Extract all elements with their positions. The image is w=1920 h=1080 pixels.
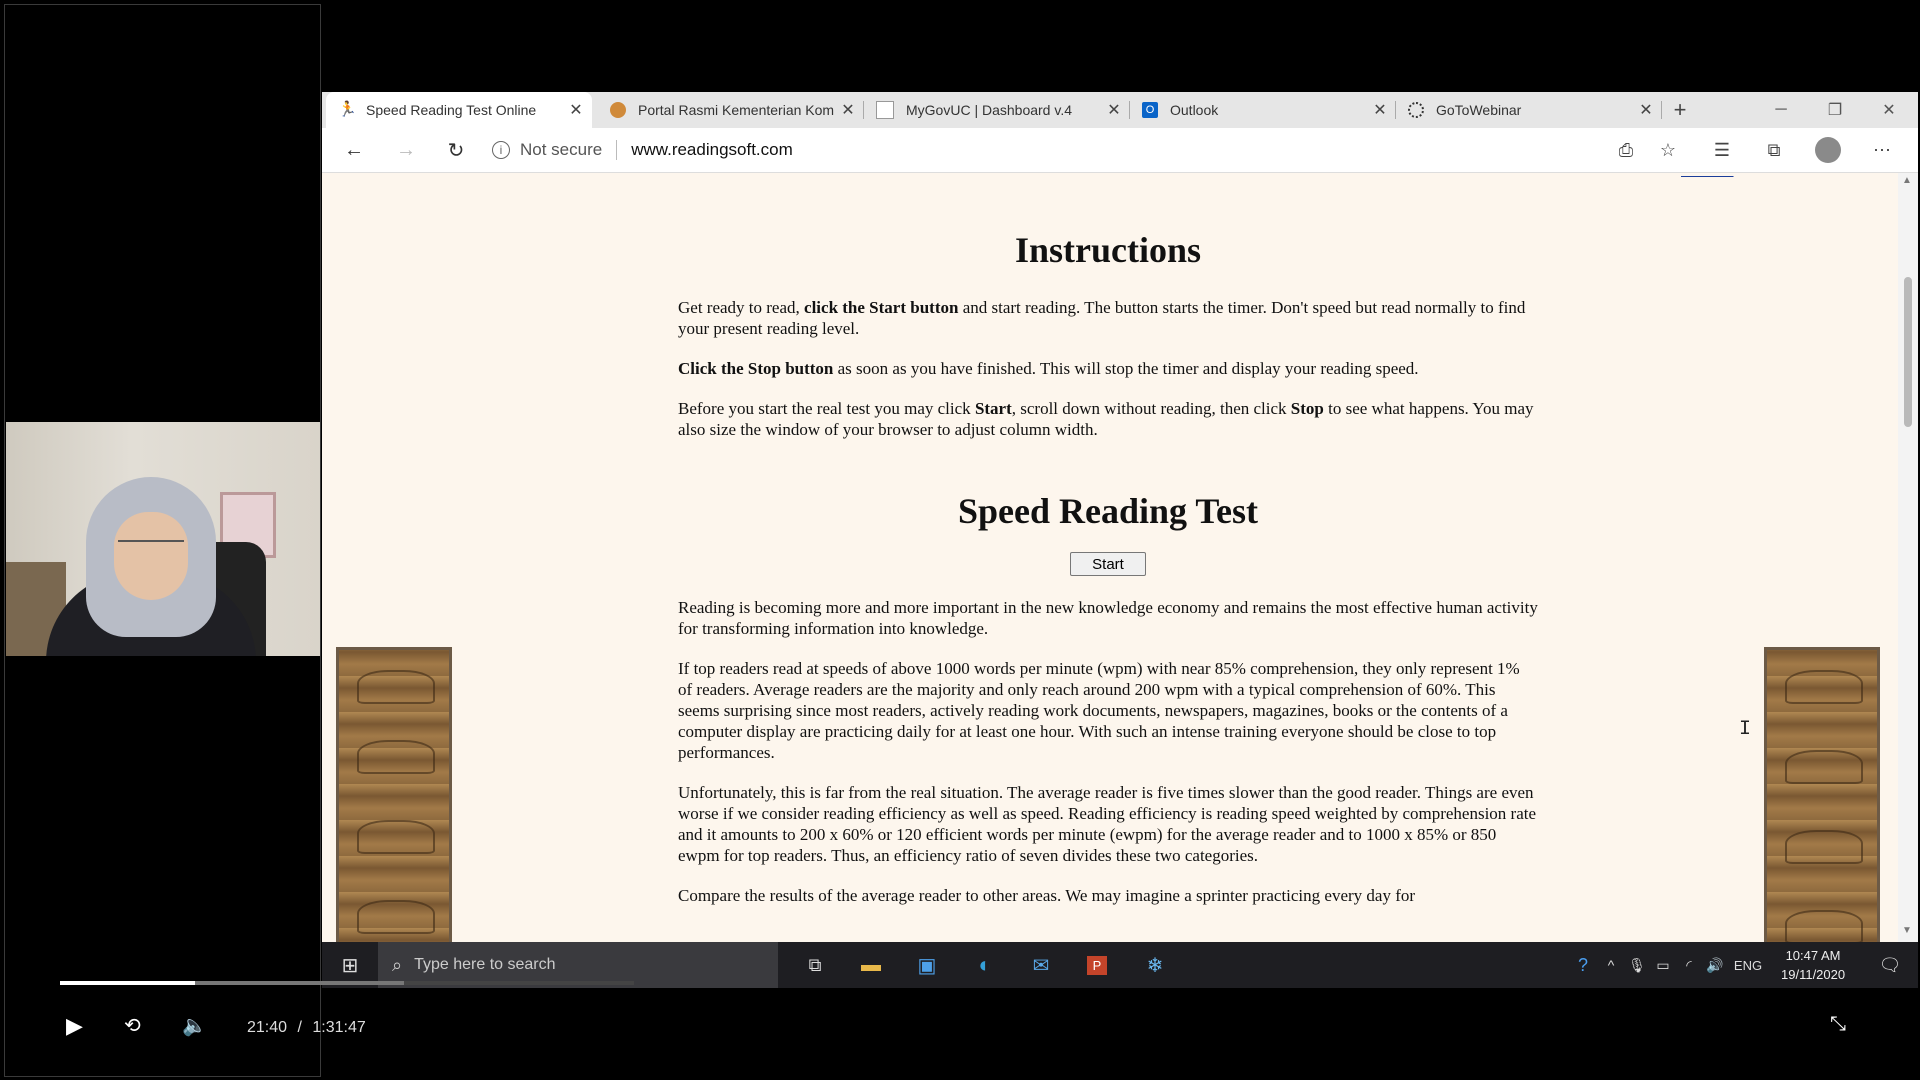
- scrollbar-thumb[interactable]: [1904, 277, 1912, 427]
- task-view-icon[interactable]: ⧉: [808, 954, 822, 975]
- speed-reading-test-heading: Speed Reading Test: [957, 491, 1259, 531]
- mail-icon[interactable]: ✉: [1032, 954, 1050, 977]
- video-played-bar: [60, 981, 195, 985]
- notifications-icon[interactable]: 🗨: [1878, 954, 1902, 975]
- close-icon[interactable]: ✕: [569, 102, 583, 119]
- taskbar-clock[interactable]: [1781, 946, 1845, 984]
- tab-strip: [322, 92, 1918, 128]
- text-cursor-icon: I: [1739, 718, 1752, 741]
- article-content: [678, 173, 1538, 925]
- crest-favicon-icon: [610, 102, 626, 118]
- security-status: Not secure: [520, 140, 603, 159]
- scroll-up-arrow-icon[interactable]: ▲: [1902, 175, 1912, 186]
- battery-icon[interactable]: ▭: [1656, 956, 1670, 973]
- scroll-down-arrow-icon[interactable]: ▼: [1902, 925, 1912, 936]
- start-button[interactable]: Start: [1070, 552, 1146, 576]
- tab-speed-reading[interactable]: [326, 92, 592, 128]
- browser-toolbar: [322, 128, 1918, 173]
- help-icon[interactable]: ?: [1577, 954, 1588, 975]
- close-icon[interactable]: ✕: [1373, 102, 1387, 119]
- refresh-icon[interactable]: ↻: [447, 139, 465, 162]
- article-paragraph-3: Unfortunately, this is far from the real situation. The average reader is five times slower than the good reader. Things are even worse if we consider reading efficiency as well as speed. Reading efficiency is reading speed weighted by comprehension rate and it amounts to 200 x 60% or 120 efficient words per minute (ewpm) for the average reader and to 1000 x 85% or 850 ewpm for top readers. Thus, an efficiency ratio of seven divides these two categories.: [678, 783, 1537, 865]
- file-explorer-icon[interactable]: ▬: [861, 953, 881, 976]
- wifi-icon[interactable]: ◜: [1686, 956, 1692, 973]
- address-divider: [616, 140, 617, 160]
- text-run: as soon as you have finished. This will stop the timer and display your reading speed.: [833, 359, 1419, 378]
- play-icon[interactable]: ▶: [66, 1013, 83, 1038]
- powerpoint-icon[interactable]: P: [1074, 942, 1120, 988]
- right-hieroglyph-pillar: [1764, 647, 1880, 942]
- video-buffered-bar: [195, 981, 404, 985]
- current-time: 21:40: [247, 1019, 288, 1036]
- close-icon[interactable]: ✕: [841, 102, 855, 119]
- store-icon[interactable]: ▣: [917, 954, 937, 977]
- search-placeholder: Type here to search: [414, 956, 556, 973]
- snowflake-app-icon[interactable]: ❄: [1146, 954, 1164, 977]
- show-hidden-icons-icon[interactable]: ^: [1607, 957, 1615, 973]
- text-run-bold: Click the Stop button: [678, 359, 834, 378]
- webcam-video: [6, 422, 320, 656]
- tab-title: GoToWebinar: [1436, 102, 1522, 118]
- forward-arrow-icon[interactable]: →: [396, 138, 416, 161]
- language-indicator[interactable]: ENG: [1733, 957, 1763, 973]
- text-run: Before you start the real test you may click: [678, 399, 975, 418]
- minimize-window-icon[interactable]: ─: [1775, 101, 1787, 118]
- close-window-icon[interactable]: ✕: [1882, 102, 1896, 119]
- clock-date: 19/11/2020: [1781, 967, 1846, 982]
- text-run-bold: Start: [974, 399, 1012, 418]
- read-aloud-icon[interactable]: ⎙: [1618, 139, 1634, 160]
- webcam-person-glasses: [118, 540, 184, 560]
- tab-gotowebinar[interactable]: [1396, 92, 1662, 128]
- system-tray: [1568, 942, 1768, 988]
- volume-tray-icon[interactable]: 🔊: [1706, 956, 1724, 973]
- favorites-list-icon[interactable]: ☰: [1713, 139, 1731, 160]
- exit-fullscreen-icon[interactable]: ⤡: [1830, 1013, 1846, 1035]
- instruction-paragraph-3: [678, 398, 1538, 440]
- tab-mygovuc[interactable]: [864, 92, 1130, 128]
- article-paragraph-2: If top readers read at speeds of above 1000 words per minute (wpm) with near 85% comprehension, they only represent 1% of readers. Average readers are the majority and only reach around 200 wpm with a typical comprehension of 60%. This seems surprising since most readers, actively reading work documents, newspapers, magazines, books or the contents of a computer display are practicing daily for at least one hour. With such an intense training everyone should be close to top performances.: [678, 659, 1520, 762]
- text-run: , scroll down without reading, then click: [1011, 399, 1291, 418]
- instruction-paragraph-2: [678, 358, 1538, 379]
- browser-window: [322, 92, 1918, 942]
- text-run: and start reading. The button starts the timer. Don't speed but read normally to find your present reading level.: [678, 298, 1526, 338]
- address-bar[interactable]: [492, 134, 793, 166]
- video-progress-bar[interactable]: [60, 981, 634, 985]
- gotowebinar-favicon-icon: [1408, 102, 1424, 118]
- volume-icon[interactable]: 🔈: [182, 1015, 207, 1037]
- new-tab-button[interactable]: +: [1673, 97, 1687, 122]
- tab-title: Speed Reading Test Online: [366, 102, 537, 118]
- article-paragraph-4: Compare the results of the average reader to other areas. We may imagine a sprinter practicing every day for: [678, 886, 1416, 905]
- text-run: to see what happens. You may also size the window of your browser to adjust column width.: [678, 399, 1534, 439]
- video-timecode: [247, 1019, 366, 1037]
- collections-icon[interactable]: ⧉: [1767, 139, 1781, 160]
- clock-time: 10:47 AM: [1785, 948, 1841, 963]
- favorite-star-icon[interactable]: ☆: [1659, 139, 1677, 160]
- url-text[interactable]: www.readingsoft.com: [631, 140, 793, 159]
- cut-off-link[interactable]: [1681, 173, 1734, 180]
- tab-outlook[interactable]: [1130, 92, 1396, 128]
- tab-portal-rasmi[interactable]: [598, 92, 864, 128]
- article-paragraph-1: Reading is becoming more and more important in the new knowledge economy and remains the most effective human activity for transforming information into knowledge.: [678, 598, 1538, 638]
- close-icon[interactable]: ✕: [1639, 102, 1653, 119]
- time-separator: /: [297, 1019, 302, 1036]
- page-scrollbar[interactable]: [1898, 173, 1918, 942]
- tab-title: Outlook: [1170, 102, 1219, 118]
- total-duration: 1:31:47: [312, 1019, 366, 1036]
- tab-title: MyGovUC | Dashboard v.4: [906, 102, 1072, 118]
- page-viewport: [322, 173, 1898, 942]
- windows-start-icon[interactable]: ⊞: [341, 954, 359, 977]
- microphone-icon[interactable]: 🎙: [1628, 956, 1646, 973]
- text-run-bold: Stop: [1290, 399, 1324, 418]
- text-run-bold: click the Start button: [804, 298, 959, 317]
- edge-browser-icon[interactable]: ◐: [978, 952, 992, 977]
- search-icon: ⌕: [392, 954, 403, 975]
- instruction-paragraph-1: [678, 297, 1538, 339]
- close-icon[interactable]: ✕: [1107, 102, 1121, 119]
- more-options-icon[interactable]: ⋯: [1873, 139, 1891, 160]
- document-favicon-icon: [876, 101, 894, 119]
- text-run: Get ready to read,: [678, 298, 805, 317]
- back-arrow-icon[interactable]: ←: [344, 138, 364, 161]
- profile-avatar-icon[interactable]: [1812, 134, 1844, 166]
- instructions-heading: Instructions: [1014, 230, 1202, 270]
- left-hieroglyph-pillar: [336, 647, 452, 942]
- runner-favicon-icon: 🏃: [338, 101, 357, 118]
- info-icon[interactable]: i: [492, 141, 510, 159]
- tab-title: Portal Rasmi Kementerian Kom: [638, 102, 835, 118]
- restore-window-icon[interactable]: ❐: [1827, 102, 1843, 119]
- outlook-favicon-icon: O: [1142, 102, 1158, 118]
- replay-10-icon[interactable]: ⟲: [124, 1015, 141, 1037]
